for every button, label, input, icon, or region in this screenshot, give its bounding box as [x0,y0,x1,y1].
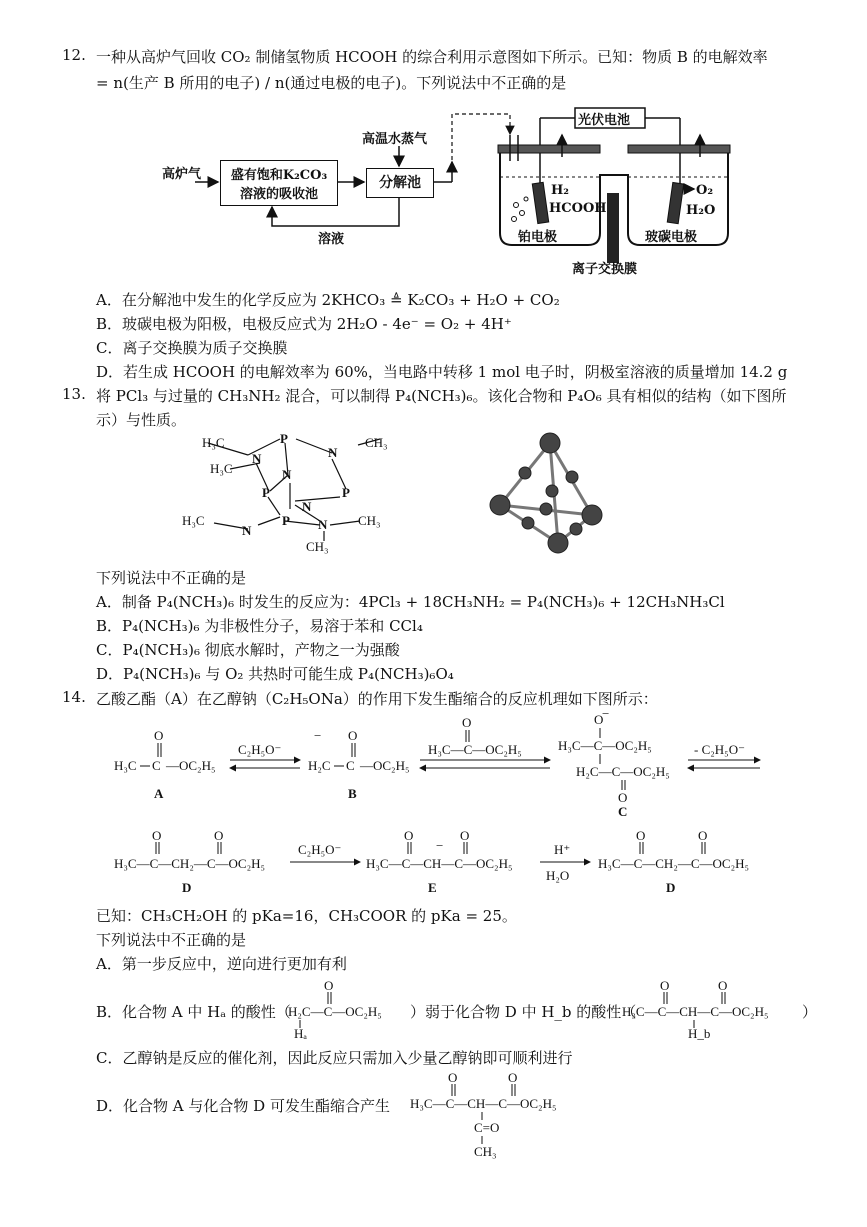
q12-number: 12. [62,46,86,64]
reagent-minus-etO: - C₂H₅O⁻ [694,742,745,757]
q14-stem: 乙酸乙酯（A）在乙醇钠（C₂H₅ONa）的作用下发生酯缩合的反应机理如下图所示： [96,690,658,708]
hcooh-label: HCOOH [549,201,607,216]
svg-text:−: − [314,728,322,743]
q14-option-a: A．第一步反应中，逆向进行更加有利 [96,955,347,973]
svg-text:P: P [262,485,270,500]
option-b-structure-d [620,980,810,1040]
svg-text:−: − [602,710,610,721]
svg-text:O: O [508,1072,518,1085]
svg-text:O: O [462,715,472,730]
svg-text:H₂C: H₂C [308,758,331,773]
absorber-line1: 盛有饱和K₂CO₃ [230,168,328,183]
svg-text:O: O [348,728,358,743]
reagent-etO-2: C₂H₅O⁻ [298,842,342,857]
o2-label: O₂ [696,183,714,198]
svg-text:H₃C—C—CH₂—C—OC₂H₅: H₃C—C—CH₂—C—OC₂H₅ [114,856,266,871]
solar-cell-label: 光伏电池 [578,113,631,128]
mechanism-row2 [110,828,790,898]
q12-option-a: A．在分解池中发生的化学反应为 2KHCO₃ ≜ K₂CO₃ + H₂O + CO₂ [96,291,560,309]
svg-text:N: N [252,451,262,466]
reagent-h2o: H₂O [546,868,570,883]
h2-label: H₂ [551,183,569,198]
svg-text:H₂C—C—OC₂H₅: H₂C—C—OC₂H₅ [288,1004,382,1019]
svg-text:P: P [342,485,350,500]
svg-text:H₂C—C—OC₂H₅: H₂C—C—OC₂H₅ [576,764,670,779]
svg-text:H₃C—C—CH—C—OC₂H₅: H₃C—C—CH—C—OC₂H₅ [622,1004,769,1019]
q13-option-a: A．制备 P₄(NCH₃)₆ 时发生的反应为：4PCl₃ + 18CH₃NH₂ = P₄(NCH₃)₆ + 12CH₃NH₃Cl [96,593,725,611]
steam-label: 高温水蒸气 [362,132,428,147]
q13-stem-line1: 将 PCl₃ 与过量的 CH₃NH₂ 混合，可以制得 P₄(NCH₃)₆。该化合物和 P₄O₆ 具有相似的结构（如下图所 [96,387,787,405]
svg-text:O: O [636,828,646,843]
svg-text:N: N [282,467,292,482]
q14-option-b-part3: ） [802,1003,818,1021]
svg-text:CH₃: CH₃ [306,539,329,554]
svg-text:N: N [318,517,328,532]
svg-text:C: C [346,758,355,773]
svg-text:O: O [698,828,708,843]
gas-in-label: 高炉气 [162,167,202,182]
svg-text:CH₃: CH₃ [474,1144,497,1159]
svg-text:O: O [152,828,162,843]
svg-text:N: N [328,445,338,460]
q12-option-d: D．若生成 HCOOH 的电解效率为 60%，当电路中转移 1 mol 电子时，阴极室溶液的质量增加 14.2 g [96,363,788,381]
svg-text:O: O [154,728,164,743]
svg-text:—OC₂H₅: —OC₂H₅ [360,758,410,773]
q13-option-d: D．P₄(NCH₃)₆ 与 O₂ 共热时可能生成 P₄(NCH₃)₆O₄ [96,665,454,683]
option-d-structure [408,1072,608,1162]
p4-nch3-6-structure [170,425,420,560]
svg-text:C=O: C=O [474,1120,500,1135]
q14-option-c: C．乙醇钠是反应的催化剂，因此反应只需加入少量乙醇钠即可顺利进行 [96,1049,573,1067]
decomposer-box: 分解池 [366,168,434,198]
gc-electrode-label: 玻碳电极 [645,230,698,245]
membrane-label: 离子交换膜 [572,262,638,277]
q14-option-d: D．化合物 A 与化合物 D 可发生酯缩合产生 [96,1097,390,1115]
svg-text:O: O [324,980,334,993]
q13-option-c: C．P₄(NCH₃)₆ 彻底水解时，产物之一为强酸 [96,641,400,659]
svg-text:H₃C—C—CH—C—OC₂H₅: H₃C—C—CH—C—OC₂H₅ [366,856,513,871]
label-d-2: D [666,880,676,895]
svg-text:H₃C: H₃C [202,435,225,450]
svg-text:—OC₂H₅: —OC₂H₅ [166,758,216,773]
label-c: C [618,804,628,819]
q14-known: 已知：CH₃CH₂OH 的 pKa=16，CH₃COOR 的 pKa = 25。 [96,907,517,925]
q13-option-b: B．P₄(NCH₃)₆ 为非极性分子，易溶于苯和 CCl₄ [96,617,423,635]
svg-text:O: O [618,790,628,805]
svg-text:CH₃: CH₃ [358,513,381,528]
svg-text:−: − [436,838,444,853]
svg-text:O: O [448,1072,458,1085]
svg-text:H₃C: H₃C [114,758,137,773]
q14-question: 下列说法中不正确的是 [96,931,247,949]
reagent-etO-1: C₂H₅O⁻ [238,742,282,757]
svg-text:H₃C: H₃C [182,513,205,528]
label-a: A [154,786,164,801]
svg-text:N: N [242,523,252,538]
svg-text:H₃C—C—OC₂H₅: H₃C—C—OC₂H₅ [558,738,652,753]
svg-text:O: O [718,980,728,993]
svg-text:O: O [404,828,414,843]
svg-text:Hₐ: Hₐ [294,1026,307,1040]
q13-stem-line2: 示）与性质。 [96,411,187,429]
q13-question: 下列说法中不正确的是 [96,569,247,587]
svg-text:N: N [302,499,312,514]
reagent-h-plus: H⁺ [554,842,571,857]
absorber-line2: 溶液的吸收池 [239,187,318,202]
label-b: B [348,786,357,801]
svg-text:P: P [282,513,290,528]
label-d-1: D [182,880,192,895]
pt-electrode-label: 铂电极 [518,230,558,245]
solution-label: 溶液 [318,232,345,247]
svg-text:O: O [214,828,224,843]
q12-option-b: B．玻碳电极为阳极，电极反应式为 2H₂O - 4e⁻ = O₂ + 4H⁺ [96,315,512,333]
mechanism-row1 [110,710,790,820]
label-e: E [428,880,437,895]
svg-text:H_b: H_b [688,1026,711,1040]
q12-stem-line2: = n(生产 B 所用的电子) / n(通过电极的电子)。下列说法中不正确的是 [96,74,567,92]
q14-number: 14. [62,688,86,706]
svg-text:H₃C—C—CH—C—OC₂H₅: H₃C—C—CH—C—OC₂H₅ [410,1096,557,1111]
svg-text:O: O [660,980,670,993]
ball-stick-model [470,425,620,565]
svg-text:H₃C—C—OC₂H₅: H₃C—C—OC₂H₅ [428,742,522,757]
svg-text:C: C [152,758,161,773]
svg-text:H₃C: H₃C [210,461,233,476]
svg-text:P: P [280,431,288,446]
svg-text:O: O [460,828,470,843]
q14-option-b-part2: ）弱于化合物 D 中 H_b 的酸性（ [410,1003,637,1021]
q12-option-c: C．离子交换膜为质子交换膜 [96,339,288,357]
q12-stem-line1: 一种从高炉气回收 CO₂ 制储氢物质 HCOOH 的综合利用示意图如下所示。已知：物质 B 的电解效率 [96,48,768,66]
svg-text:CH₃: CH₃ [365,435,388,450]
h2o-label: H₂O [686,203,716,218]
q14-option-b-part1: B．化合物 A 中 Hₐ 的酸性（ [96,1003,291,1021]
svg-text:H₃C—C—CH₂—C—OC₂H₅: H₃C—C—CH₂—C—OC₂H₅ [598,856,750,871]
svg-text:O: O [594,712,604,727]
q13-number: 13. [62,385,86,403]
